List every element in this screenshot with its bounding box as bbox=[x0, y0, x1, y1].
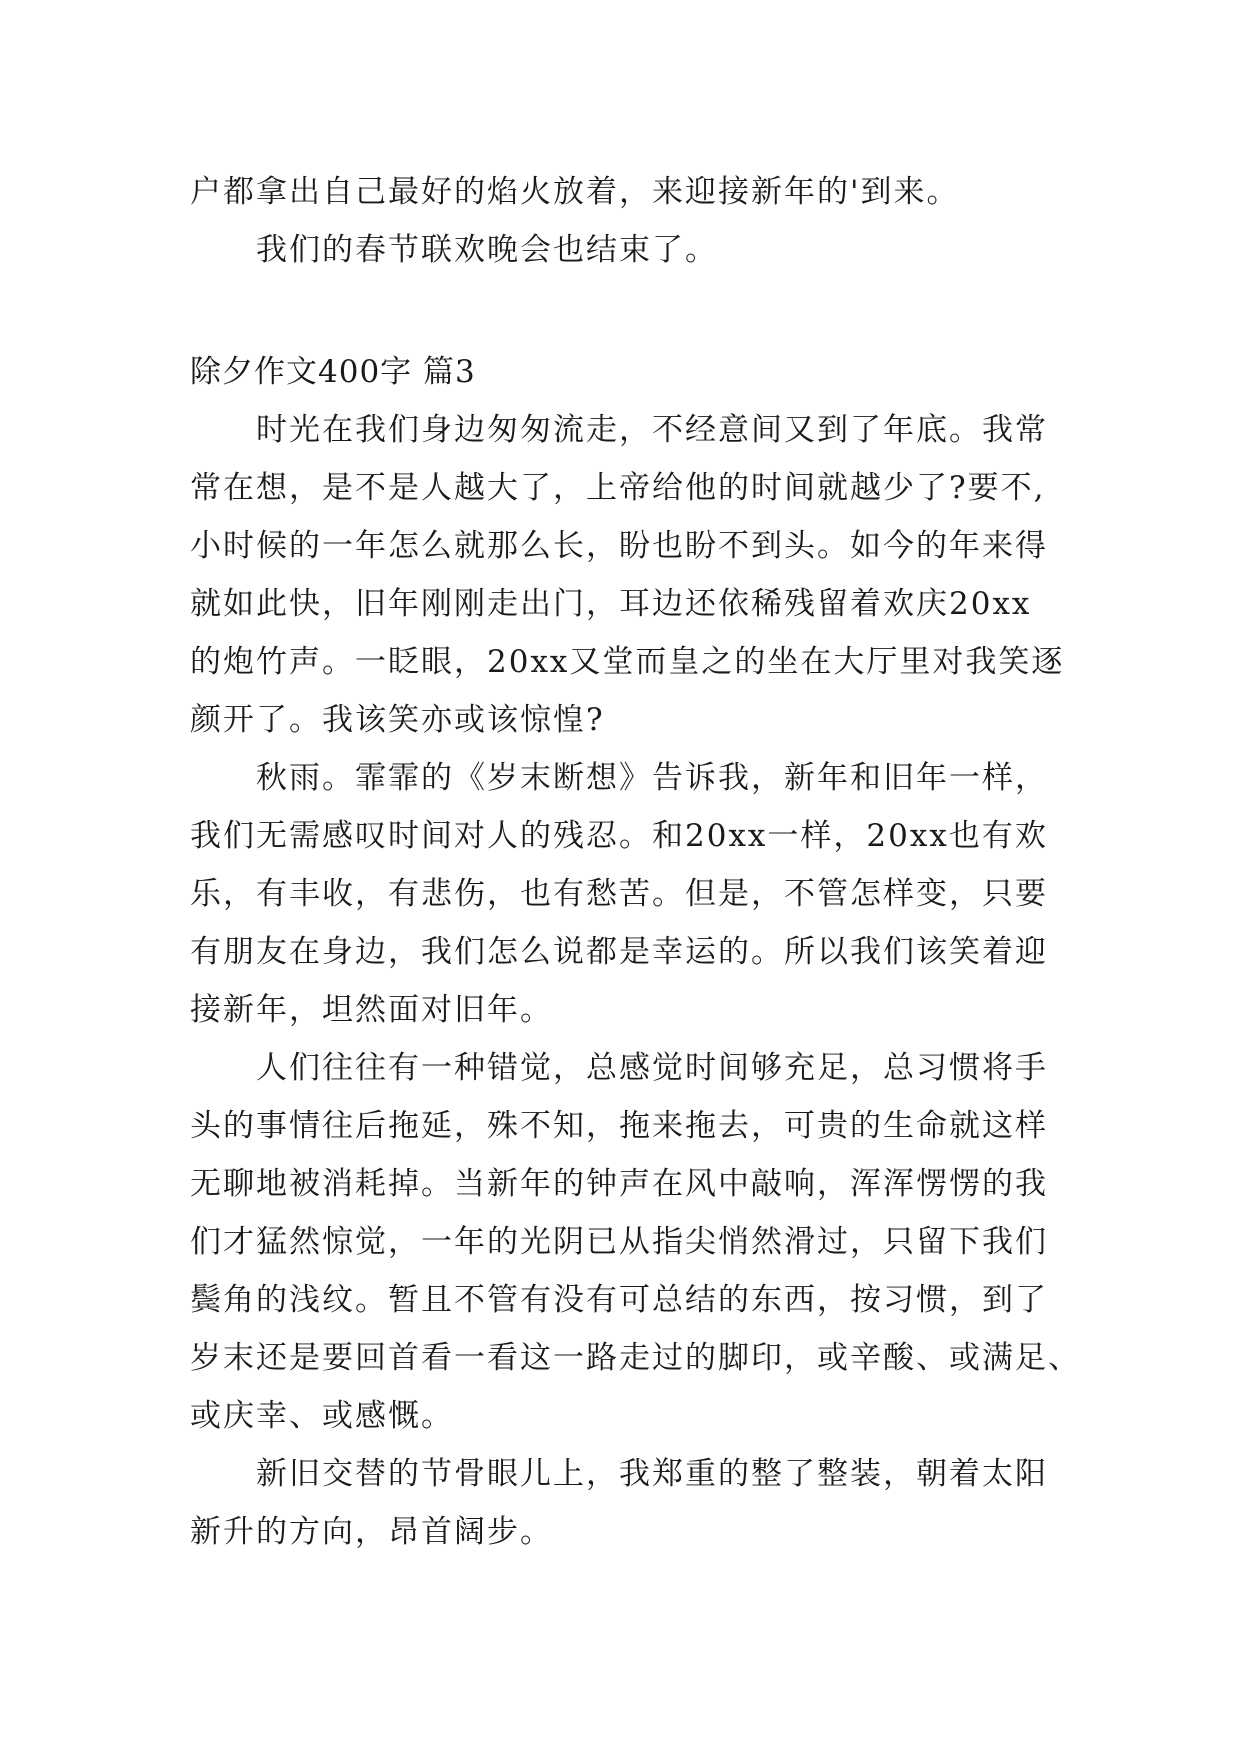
text-line: 岁末还是要回首看一看这一路走过的脚印，或辛酸、或满足、 bbox=[190, 1340, 1081, 1376]
text-line: 新升的方向，昂首阔步。 bbox=[190, 1514, 553, 1550]
section-heading: 除夕作文400字 篇3 bbox=[190, 354, 476, 390]
text-line: 接新年，坦然面对旧年。 bbox=[190, 992, 553, 1028]
text-line: 户都拿出自己最好的焰火放着，来迎接新年的'到来。 bbox=[190, 174, 960, 210]
continuation-paragraph bbox=[190, 163, 1070, 221]
body-paragraph bbox=[190, 1445, 1070, 1561]
text-line: 新旧交替的节骨眼儿上，我郑重的整了整装，朝着太阳 bbox=[256, 1456, 1048, 1492]
text-line: 或庆幸、或感慨。 bbox=[190, 1398, 454, 1434]
text-line: 颜开了。我该笑亦或该惊惶? bbox=[190, 702, 605, 738]
closing-paragraph bbox=[190, 221, 1070, 279]
text-line: 的炮竹声。一眨眼，20xx又堂而皇之的坐在大厅里对我笑逐 bbox=[190, 644, 1065, 680]
text-line: 无聊地被消耗掉。当新年的钟声在风中敲响，浑浑愣愣的我 bbox=[190, 1166, 1048, 1202]
text-line: 鬓角的浅纹。暂且不管有没有可总结的东西，按习惯，到了 bbox=[190, 1282, 1048, 1318]
spacer bbox=[190, 279, 1070, 343]
body-paragraph bbox=[190, 749, 1070, 1039]
text-line: 有朋友在身边，我们怎么说都是幸运的。所以我们该笑着迎 bbox=[190, 934, 1048, 970]
document-body bbox=[190, 163, 1081, 1561]
text-line: 时光在我们身边匆匆流走，不经意间又到了年底。我常 bbox=[256, 412, 1048, 448]
text-line: 头的事情往后拖延，殊不知，拖来拖去，可贵的生命就这样 bbox=[190, 1108, 1048, 1144]
text-line: 人们往往有一种错觉，总感觉时间够充足，总习惯将手 bbox=[256, 1050, 1048, 1086]
text-line: 秋雨。霏霏的《岁末断想》告诉我，新年和旧年一样， bbox=[256, 760, 1048, 796]
text-line: 我们无需感叹时间对人的残忍。和20xx一样，20xx也有欢 bbox=[190, 818, 1048, 854]
text-line: 常在想，是不是人越大了，上帝给他的时间就越少了?要不, bbox=[190, 470, 1046, 506]
text-line: 们才猛然惊觉，一年的光阴已从指尖悄然滑过，只留下我们 bbox=[190, 1224, 1048, 1260]
body-paragraph bbox=[190, 1039, 1081, 1445]
text-line: 我们的春节联欢晚会也结束了。 bbox=[256, 232, 718, 268]
text-line: 乐，有丰收，有悲伤，也有愁苦。但是，不管怎样变，只要 bbox=[190, 876, 1048, 912]
text-line: 就如此快，旧年刚刚走出门，耳边还依稀残留着欢庆20xx bbox=[190, 586, 1032, 622]
text-line: 小时候的一年怎么就那么长，盼也盼不到头。如今的年来得 bbox=[190, 528, 1048, 564]
body-paragraph bbox=[190, 401, 1070, 749]
